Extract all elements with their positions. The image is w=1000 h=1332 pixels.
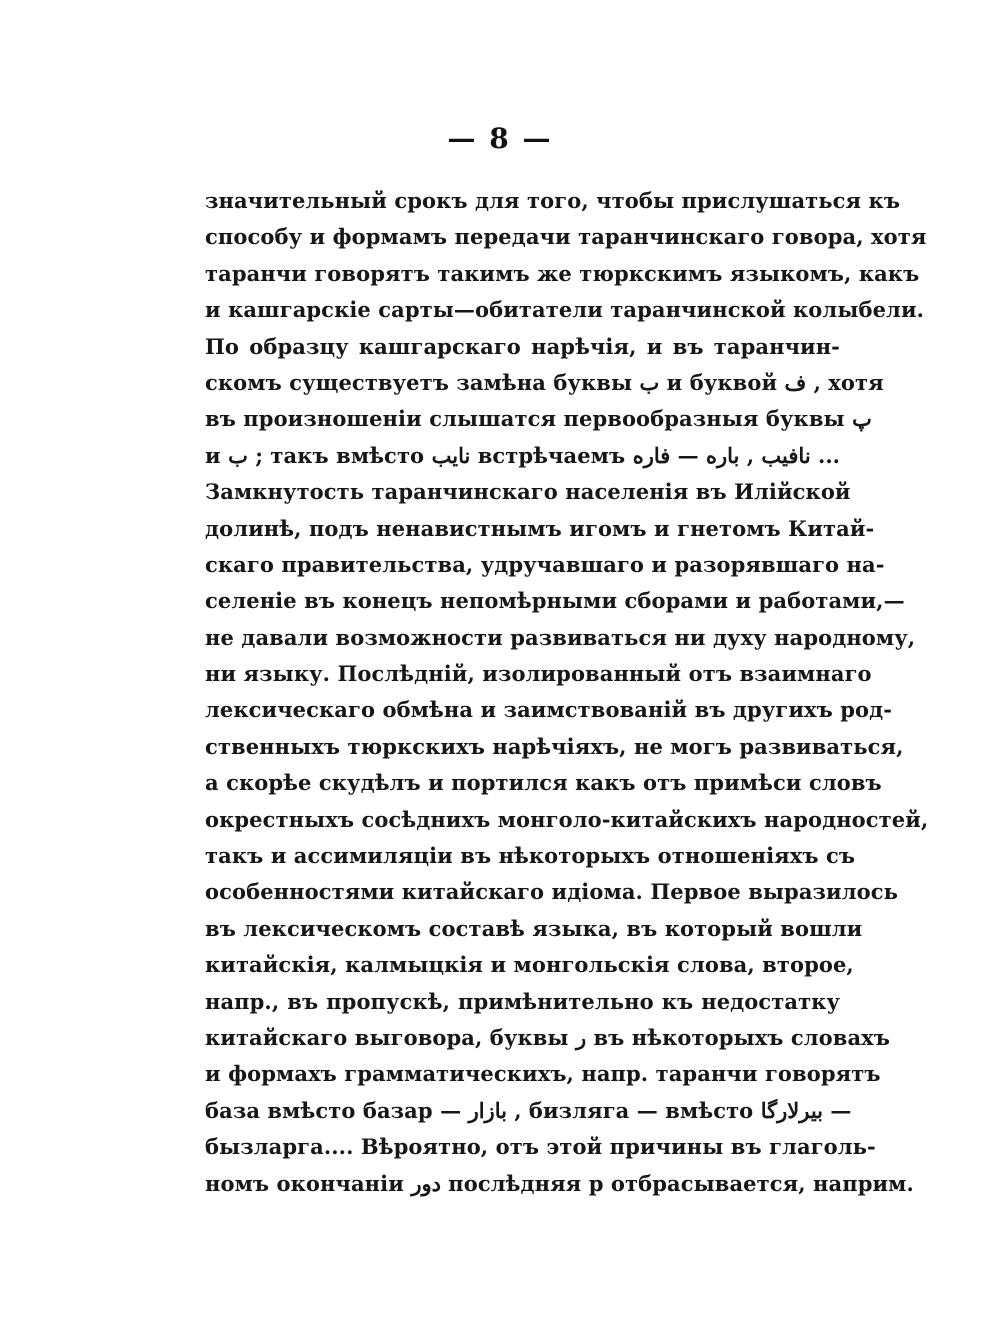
text-line: въ лексическомъ составѣ языка, въ который вошли: [205, 915, 863, 941]
text-line: таранчи говорятъ такимъ же тюркскимъ языкомъ, какъ: [205, 260, 920, 286]
body-text: [205, 183, 929, 1202]
text-line: ни языку. Послѣдній, изолированный отъ взаимнаго: [205, 661, 872, 687]
text-line: скомъ существуетъ замѣна буквы ب и буквой ف , хотя: [205, 369, 884, 395]
text-line: и формахъ грамматическихъ, напр. таранчи говорятъ: [205, 1061, 881, 1087]
text-line: скаго правительства, удручавшаго и разорявшаго на-: [205, 551, 885, 577]
text-line: особенностями китайскаго идіома. Первое выразилось: [205, 879, 898, 905]
text-line: такъ и ассимиляціи въ нѣкоторыхъ отношеніяхъ съ: [205, 843, 856, 869]
text-line: китайскаго выговора, буквы ر въ нѣкоторыхъ словахъ: [205, 1024, 890, 1050]
text-line: бызларга.... Вѣроятно, отъ этой причины въ глаголь-: [205, 1134, 876, 1160]
text-line: лексическаго обмѣна и заимствованій въ другихъ род-: [205, 697, 893, 723]
text-line: а скорѣе скудѣлъ и портился какъ отъ примѣси словъ: [205, 770, 882, 796]
page-number: — 8 —: [447, 122, 553, 155]
text-line: По образцу кашгарскаго нарѣчія, и въ таранчин-: [205, 333, 840, 359]
text-line: долинѣ, подъ ненавистнымъ игомъ и гнетомъ Китай-: [205, 515, 875, 541]
text-line: селеніе въ конецъ непомѣрными сборами и работами,—: [205, 588, 905, 614]
text-line: Замкнутость таранчинскаго населенія въ Илійской: [205, 479, 851, 505]
text-line: въ произношеніи слышатся первообразныя буквы پ: [205, 406, 872, 432]
text-line: базa вмѣсто базар — بازار , бизляга — вмѣсто بيرلارگا —: [205, 1097, 852, 1123]
text-line: номъ окончаніи دور послѣдняя р отбрасывается, наприм.: [205, 1170, 914, 1196]
text-line: китайскія, калмыцкія и монгольскія слова, второе,: [205, 952, 854, 978]
text-line: и ب ; такъ вмѣсто نايب встрѣчаемъ نافيب , باره — فاره ...: [205, 442, 840, 468]
text-line: способу и формамъ передачи таранчинскаго говора, хотя: [205, 224, 927, 250]
text-line: значительный срокъ для того, чтобы прислушаться къ: [205, 188, 901, 213]
text-line: окрестныхъ сосѣднихъ монголо-китайскихъ народностей,: [205, 806, 929, 832]
text-line: ственныхъ тюркскихъ нарѣчіяхъ, не могъ развиваться,: [205, 733, 904, 759]
text-line: и кашгарскіе сарты—обитатели таранчинской колыбели.: [205, 297, 925, 323]
text-line: напр., въ пропускѣ, примѣнительно къ недостатку: [205, 988, 840, 1014]
text-line: не давали возможности развиваться ни духу народному,: [205, 624, 916, 650]
